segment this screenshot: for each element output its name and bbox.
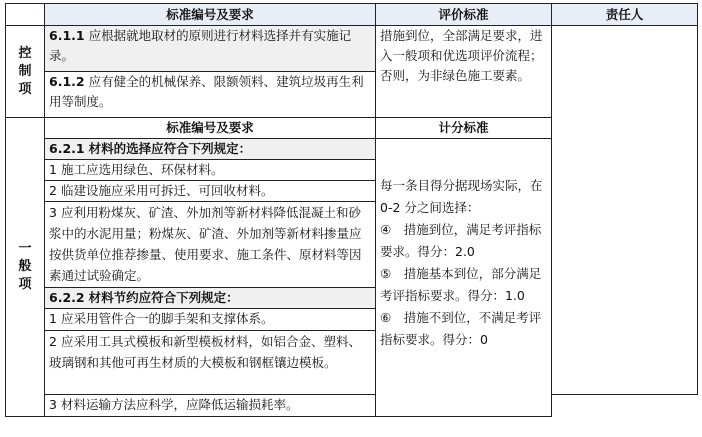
list-item-number: 3 (49, 205, 57, 220)
corner-cell (6, 4, 45, 26)
scoring-line: ⑤ 措施基本到位，部分满足考评指标要求。得分：1.0 (380, 266, 542, 303)
scoring-criteria (376, 139, 552, 417)
control-evaluation: 措施到位，全部满足要求，进入一般项和优选项评价流程；否则，为非绿色施工要素。 (376, 26, 552, 118)
list-item-text: 应采用工具式模板和新型模板材料，如铝合金、塑料、玻璃钢和其他可再生材质的大模板和钢框镶边模板。 (49, 334, 361, 370)
list-item-text: 临建设施应采用可拆迁、可回收材料。 (60, 183, 274, 198)
control-item-code: 6.1.2 (49, 74, 85, 89)
control-category-char: 制 (18, 63, 32, 79)
list-item (45, 160, 376, 181)
section-code: 6.2.2 (49, 290, 85, 305)
list-item (45, 331, 376, 395)
general-category-char: 般 (18, 259, 32, 274)
scoring-line: ④ 措施到位，满足考评指标要求。得分：2.0 (380, 222, 542, 259)
scoring-intro: 每一条目得分据现场实际，在 0-2 分之间选择： (380, 178, 543, 215)
section-code: 6.2.1 (49, 141, 85, 156)
control-category-char: 项 (18, 81, 32, 97)
control-item (45, 72, 376, 118)
control-category (6, 26, 45, 118)
list-item-text: 施工应选用绿色、环保材料。 (60, 162, 224, 177)
list-item-number: 2 (49, 334, 57, 349)
general-header-score: 计分标准 (376, 118, 552, 139)
section-title-text: 材料的选择应符合下列规定： (88, 141, 252, 156)
control-item-text: 应根据就地取材的原则进行材料选择并有实施记录。 (49, 28, 352, 63)
general-category-char: 一 (18, 241, 32, 256)
header-responsible: 责任人 (552, 4, 698, 26)
section-title (45, 288, 376, 309)
control-category-char: 控 (18, 45, 32, 61)
list-item-text: 应采用管件合一的脚手架和支撑体系。 (60, 311, 274, 326)
general-header-standard: 标准编号及要求 (45, 118, 376, 139)
list-item-text: 材料运输方法应科学，应降低运输损耗率。 (60, 397, 299, 412)
general-category (6, 118, 45, 417)
scoring-line: ⑥ 措施不到位，不满足考评指标要求。得分：0 (380, 310, 542, 347)
header-evaluation: 评价标准 (376, 4, 552, 26)
responsible-cell (552, 26, 698, 395)
control-item-text: 应有健全的机械保养、限额领料、建筑垃圾再生利用等制度。 (49, 74, 364, 109)
green-construction-evaluation-table (5, 3, 698, 417)
general-category-char: 项 (18, 277, 32, 292)
list-item-text: 应利用粉煤灰、矿渣、外加剂等新材料降低混凝土和砂浆中的水泥用量；粉煤灰、矿渣、外加剂等新材料掺量应按供货单位推荐掺量、使用要求、施工条件、原材料等因素通过试验确定。 (49, 205, 362, 283)
list-item-number: 2 (49, 183, 57, 198)
list-item-number: 1 (49, 162, 57, 177)
list-item-number: 1 (49, 311, 57, 326)
list-item (45, 395, 376, 417)
control-item (45, 26, 376, 72)
list-item (45, 202, 376, 288)
list-item (45, 181, 376, 202)
list-item (45, 309, 376, 331)
list-item-number: 3 (49, 397, 57, 412)
section-title (45, 139, 376, 160)
header-standard: 标准编号及要求 (45, 4, 376, 26)
control-item-code: 6.1.1 (49, 28, 85, 43)
section-title-text: 材料节约应符合下列规定： (88, 290, 239, 305)
